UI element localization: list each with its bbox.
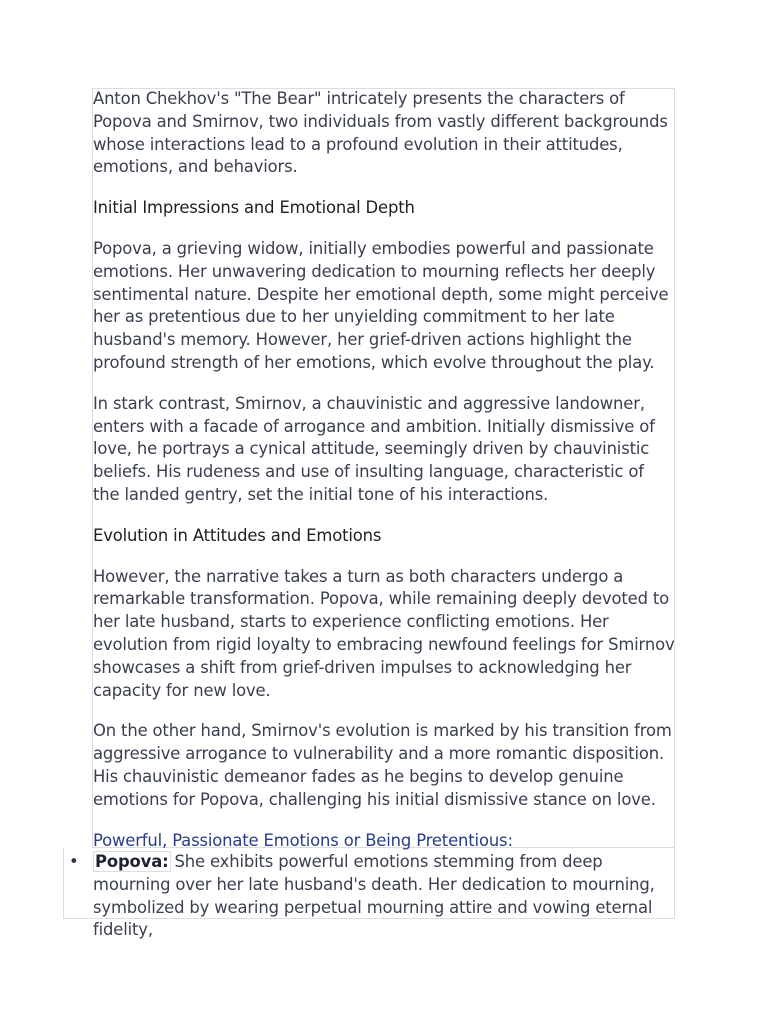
bullet-term-popova: Popova: bbox=[95, 852, 169, 871]
paragraph-popova-evolution: However, the narrative takes a turn as both characters undergo a remarkable transformation. Popova, while remaining deeply devoted to her late husband, starts to experience conflicting emotions. Her evolution from rigid loyalty to embracing newfound feelings for Smirnov showcases a shift from grief-driven impulses to acknowledging her capacity for new love. bbox=[93, 566, 675, 700]
list-item bbox=[63, 851, 675, 942]
intro-paragraph: Anton Chekhov's "The Bear" intricately presents the characters of Popova and Smirnov, two individuals from vastly different backgrounds whose interactions lead to a profound evolution in their attitudes, emotions, and behaviors. bbox=[93, 89, 668, 177]
bullet-text-popova: She exhibits powerful emotions stemming from deep mourning over her late husband's death. Her dedication to mourning, symbolized by wearing perpetual mourning attire and vowing eternal fidelity, bbox=[93, 852, 655, 940]
section-heading-evolution: Evolution in Attitudes and Emotions bbox=[93, 525, 382, 545]
section-heading-initial-impressions: Initial Impressions and Emotional Depth bbox=[93, 198, 415, 218]
bullet-list bbox=[63, 851, 675, 942]
bullet-icon: • bbox=[69, 852, 79, 871]
document-body bbox=[93, 88, 675, 852]
paragraph-smirnov-intro: In stark contrast, Smirnov, a chauvinistic and aggressive landowner, enters with a facade of arrogance and ambition. Initially dismissive of love, he portrays a cynical attitude, seemingly driven by chauvinistic beliefs. His rudeness and use of insulting language, characteristic of the landed gentry, set the initial tone of his interactions. bbox=[93, 393, 655, 504]
paragraph-popova-intro: Popova, a grieving widow, initially embodies powerful and passionate emotions. Her unwavering dedication to mourning reflects her deeply sentimental nature. Despite her emotional depth, some might perceive her as pretentious due to her unyielding commitment to her late husband's memory. However, her grief-driven actions highlight the profound strength of her emotions, which evolve throughout the play. bbox=[93, 238, 669, 372]
paragraph-smirnov-evolution: On the other hand, Smirnov's evolution is marked by his transition from aggressive arrogance to vulnerability and a more romantic disposition. His chauvinistic demeanor fades as he begins to develop genuine emotions for Popova, challenging his initial dismissive stance on love. bbox=[93, 721, 672, 809]
section-heading-passionate-emotions: Powerful, Passionate Emotions or Being Pretentious: bbox=[93, 830, 513, 850]
